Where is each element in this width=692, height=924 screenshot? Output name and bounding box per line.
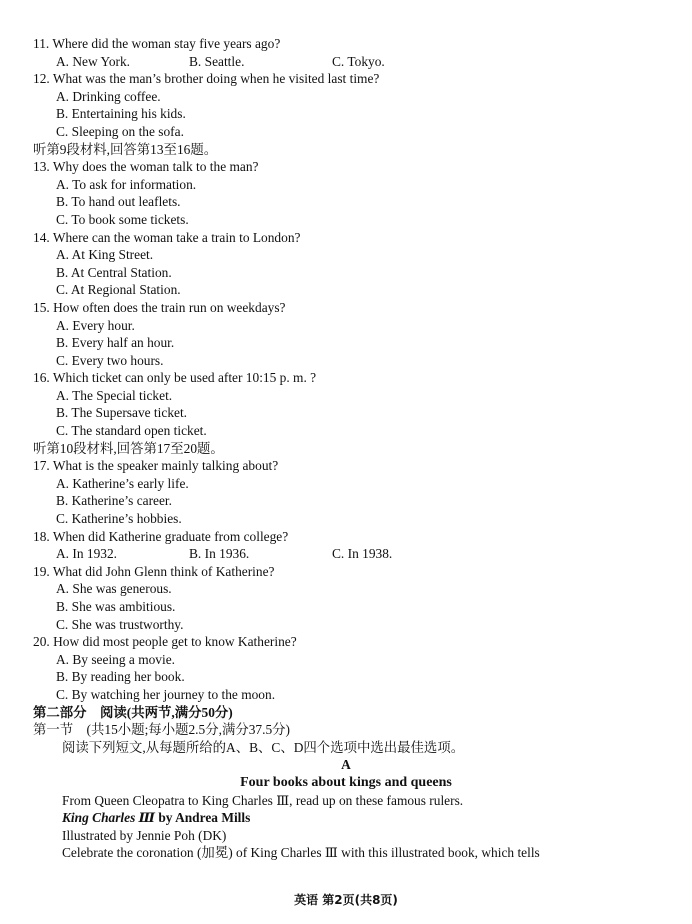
book-title: King Charles Ⅲ — [62, 810, 155, 826]
passage-intro: From Queen Cleopatra to King Charles Ⅲ, read up on these famous rulers. — [62, 792, 464, 808]
option: C. By watching her journey to the moon. — [56, 686, 276, 702]
question-stem: 18. When did Katherine graduate from college? — [33, 528, 289, 544]
option: A. Every hour. — [56, 317, 135, 333]
option: C. She was trustworthy. — [56, 616, 184, 632]
option: A. By seeing a movie. — [56, 651, 176, 667]
option: C. Katherine’s hobbies. — [56, 511, 182, 527]
question-stem: 20. How did most people get to know Katherine? — [33, 634, 297, 650]
option: A. New York. — [56, 53, 131, 69]
option: A. Katherine’s early life. — [56, 475, 189, 491]
option: C. The standard open ticket. — [56, 423, 207, 439]
option: C. To book some tickets. — [56, 211, 189, 227]
passage-label: A — [341, 757, 351, 773]
option: C. Tokyo. — [332, 53, 385, 69]
option: C. Sleeping on the sofa. — [56, 123, 184, 139]
exam-page — [0, 35, 692, 862]
section-instruction: 听第10段材料,回答第17至20题。 — [33, 440, 224, 456]
option: B. Seattle. — [189, 53, 245, 69]
passage-title: Four books about kings and queens — [240, 774, 452, 790]
question-stem: 16. Which ticket can only be used after 10:15 p. m. ? — [33, 370, 317, 386]
option: B. By reading her book. — [56, 669, 185, 685]
page-footer: 英语 第2页(共8页) — [294, 893, 398, 907]
option: B. Katherine’s career. — [56, 493, 172, 509]
option-row — [0, 53, 692, 71]
question-stem: 13. Why does the woman talk to the man? — [33, 159, 259, 175]
option: B. Entertaining his kids. — [56, 106, 186, 122]
question-stem: 11. Where did the woman stay five years ago? — [33, 36, 281, 51]
option: C. At Regional Station. — [56, 282, 181, 298]
option: A. She was generous. — [56, 581, 172, 597]
option-row — [0, 545, 692, 563]
question-stem: 14. Where can the woman take a train to London? — [33, 229, 301, 245]
option: A. At King Street. — [56, 247, 154, 263]
book-illustrator: Illustrated by Jennie Poh (DK) — [62, 827, 227, 843]
option: A. The Special ticket. — [56, 387, 173, 403]
option: B. At Central Station. — [56, 264, 172, 280]
option: A. To ask for information. — [56, 176, 197, 192]
question-stem: 17. What is the speaker mainly talking about? — [33, 458, 279, 474]
section-instruction: 听第9段材料,回答第13至16题。 — [33, 141, 218, 157]
option: B. In 1936. — [189, 546, 250, 562]
option: B. To hand out leaflets. — [56, 194, 181, 210]
option: C. In 1938. — [332, 546, 393, 562]
book-author: by Andrea Mills — [154, 810, 251, 826]
question-stem: 12. What was the man’s brother doing when he visited last time? — [33, 71, 380, 87]
question-stem: 15. How often does the train run on weekdays? — [33, 299, 286, 315]
reading-instruction: 阅读下列短文,从每题所给的A、B、C、D四个选项中选出最佳选项。 — [62, 739, 465, 755]
option: A. In 1932. — [56, 546, 117, 562]
option: C. Every two hours. — [56, 352, 164, 368]
book-heading — [0, 809, 692, 827]
option: B. She was ambitious. — [56, 599, 176, 614]
book-description: Celebrate the coronation (加冕) of King Charles Ⅲ with this illustrated book, which tells — [62, 845, 540, 861]
option: B. Every half an hour. — [56, 335, 175, 351]
section-heading: 第一节 (共15小题;每小题2.5分,满分37.5分) — [33, 722, 291, 738]
option: B. The Supersave ticket. — [56, 405, 188, 421]
option: A. Drinking coffee. — [56, 88, 161, 104]
part-heading: 第二部分 阅读(共两节,满分50分) — [33, 704, 233, 720]
question-stem: 19. What did John Glenn think of Katherine? — [33, 563, 275, 579]
